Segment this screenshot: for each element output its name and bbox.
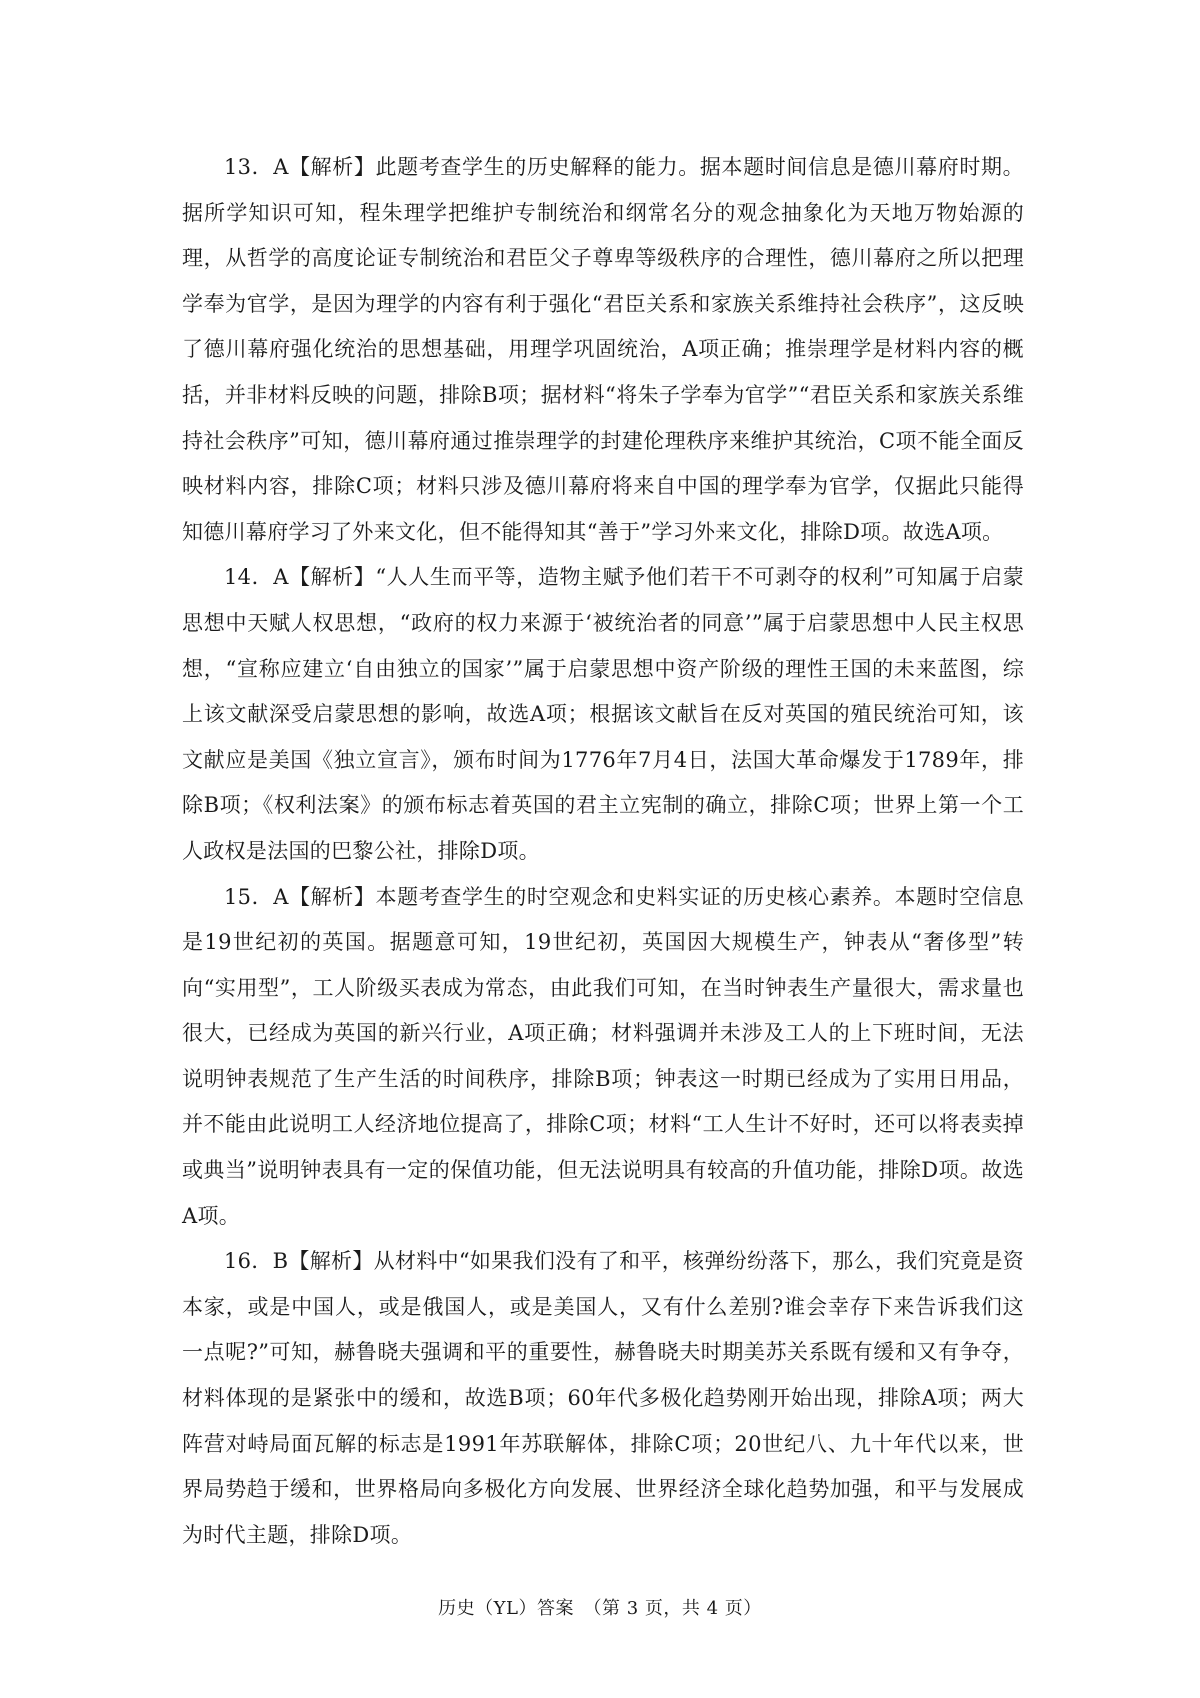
answer-explanations — [182, 145, 1024, 1558]
answer-16-explanation: 16．B【解析】从材料中“如果我们没有了和平，核弹纷纷落下，那么，我们究竟是资本家，或是中国人，或是俄国人，或是美国人，又有什么差别?谁会幸存下来告诉我们这一点呢?”可知，赫鲁晓夫强调和平的重要性，赫鲁晓夫时期美苏关系既有缓和又有争夺，材料体现的是紧张中的缓和，故选B项；60年代多极化趋势刚开始出现，排除A项；两大阵营对峙局面瓦解的标志是1991年苏联解体，排除C项；20世纪八、九十年代以来，世界局势趋于缓和，世界格局向多极化方向发展、世界经济全球化趋势加强，和平与发展成为时代主题，排除D项。 — [182, 1249, 1024, 1547]
page-footer: 历史（YL）答案 （第 3 页，共 4 页） — [438, 1598, 762, 1619]
answer-15-explanation: 15．A【解析】本题考查学生的时空观念和史料实证的历史核心素养。本题时空信息是19世纪初的英国。据题意可知，19世纪初，英国因大规模生产，钟表从“奢侈型”转向“实用型”，工人阶级买表成为常态，由此我们可知，在当时钟表生产量很大，需求量也很大，已经成为英国的新兴行业，A项正确；材料强调并未涉及工人的上下班时间，无法说明钟表规范了生产生活的时间秩序，排除B项；钟表这一时期已经成为了实用日用品，并不能由此说明工人经济地位提高了，排除C项；材料“工人生计不好时，还可以将表卖掉或典当”说明钟表具有一定的保值功能，但无法说明具有较高的升值功能，排除D项。故选A项。 — [182, 884, 1024, 1228]
answer-13-explanation: 13．A【解析】此题考查学生的历史解释的能力。据本题时间信息是德川幕府时期。据所学知识可知，程朱理学把维护专制统治和纲常名分的观念抽象化为天地万物始源的理，从哲学的高度论证专制统治和君臣父子尊卑等级秩序的合理性，德川幕府之所以把理学奉为官学，是因为理学的内容有利于强化“君臣关系和家族关系维持社会秩序”，这反映了德川幕府强化统治的思想基础，用理学巩固统治，A项正确；推崇理学是材料内容的概括，并非材料反映的问题，排除B项；据材料“将朱子学奉为官学”“君臣关系和家族关系维持社会秩序”可知，德川幕府通过推崇理学的封建伦理秩序来维护其统治，C项不能全面反映材料内容，排除C项；材料只涉及德川幕府将来自中国的理学奉为官学，仅据此只能得知德川幕府学习了外来文化，但不能得知其“善于”学习外来文化，排除D项。故选A项。 — [182, 155, 1024, 544]
answer-14-explanation: 14．A【解析】“人人生而平等，造物主赋予他们若干不可剥夺的权利”可知属于启蒙思想中天赋人权思想，“政府的权力来源于‘被统治者的同意’”属于启蒙思想中人民主权思想，“宣称应建立‘自由独立的国家’”属于启蒙思想中资产阶级的理性王国的未来蓝图，综上该文献深受启蒙思想的影响，故选A项；根据该文献旨在反对英国的殖民统治可知，该文献应是美国《独立宣言》，颁布时间为1776年7月4日，法国大革命爆发于1789年，排除B项；《权利法案》的颁布标志着英国的君主立宪制的确立，排除C项；世界上第一个工人政权是法国的巴黎公社，排除D项。 — [182, 565, 1024, 863]
